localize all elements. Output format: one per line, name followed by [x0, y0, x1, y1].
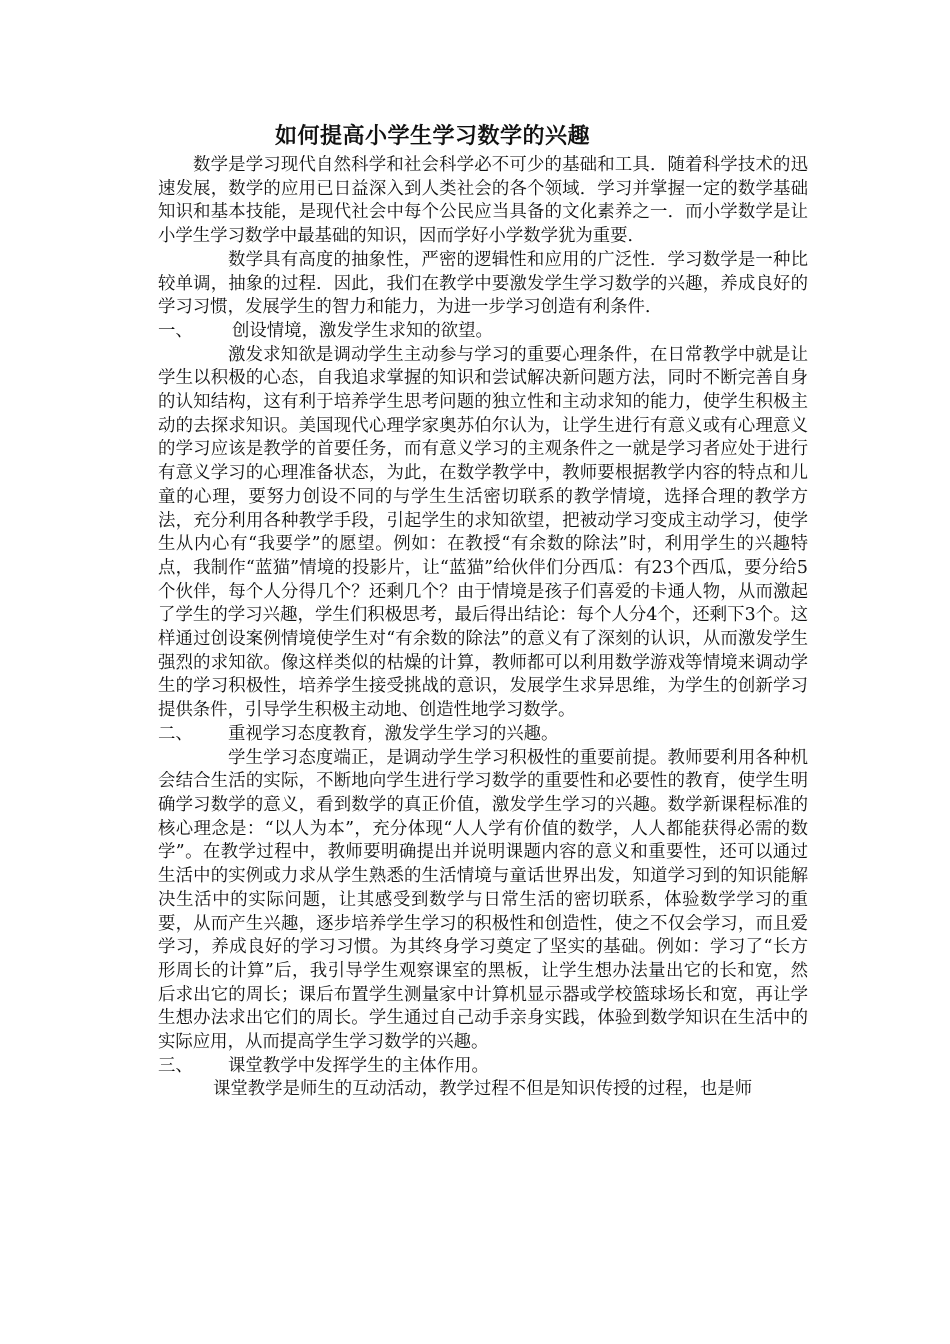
section-number: 一、: [158, 320, 193, 341]
section-1-body: 激发求知欲是调动学生主动参与学习的重要心理条件，在日常教学中就是让学生以积极的心态，自我追求掌握的知识和尝试解决新问题方法，同时不断完善自身的认知结构，这有利于培养学生思考问题的独立性和主动求知的能力，使学生积极主动的去探求知识。美国现代心理学家奥苏伯尔认为，让学生进行有意义或有心理意义的学习应该是教学的首要任务，而有意义学习的主观条件之一就是学习者应处于进行有意义学习的心理准备状态，为此，在数学教学中，教师要根据教学内容的特点和儿童的心理，要努力创设不同的与学生生活密切联系的教学情境，选择合理的教学方法，充分利用各种教学手段，引起学生的求知欲望，把被动学习变成主动学习，使学生从内心有“我要学”的愿望。例如：在教授“有余数的除法”时，利用学生的兴趣特点，我制作“蓝猫”情境的投影片，让“蓝猫”给伙伴们分西瓜：有23个西瓜，要分给5个伙伴，每个人分得几个？还剩几个？由于情境是孩子们喜爱的卡通人物，从而激起了学生的学习兴趣，学生们积极思考，最后得出结论：每个人分4个，还剩下3个。这样通过创设案例情境使学生对“有余数的除法”的意义有了深刻的认识，从而激发学生强烈的求知欲。像这样类似的枯燥的计算，教师都可以利用数学游戏等情境来调动学生的学习积极性，培养学生接受挑战的意识，发展学生求异思维，为学生的创新学习提供条件，引导学生积极主动地、创造性地学习数学。: [158, 344, 808, 721]
section-2-body: 学生学习态度端正，是调动学生学习积极性的重要前提。教师要利用各种机会结合生活的实际，不断地向学生进行学习数学的重要性和必要性的教育，使学生明确学习数学的意义，看到数学的真正价值，激发学生学习的兴趣。数学新课程标准的核心理念是：“以人为本”，充分体现“人人学有价值的数学，人人都能获得必需的数学”。在教学过程中，教师要明确提出并说明课题内容的意义和重要性，还可以通过生活中的实例或力求从学生熟悉的生活情境与童话世界出发，知道学习到的知识能解决生活中的实际问题，让其感受到数学与日常生活的密切联系，体验数学学习的重要，从而产生兴趣，逐步培养学生学习的积极性和创造性，使之不仅会学习，而且爱学习，养成良好的学习习惯。为其终身学习奠定了坚实的基础。例如：学习了“长方形周长的计算”后，我引导学生观察课室的黑板，让学生想办法量出它的长和宽，然后求出它的周长；课后布置学生测量家中计算机显示器或学校篮球场长和宽，再让学生想办法求出它们的周长。学生通过自己动手亲身实践，体验到数学知识在生活中的实际应用，从而提高学生学习数学的兴趣。: [158, 747, 808, 1053]
section-heading-2: [158, 723, 808, 747]
section-heading-text: 重视学习态度教育，激发学生学习的兴趣。: [228, 723, 559, 744]
section-3-body: 课堂教学是师生的互动活动，教学过程不但是知识传授的过程，也是师: [213, 1079, 753, 1100]
document-page: [158, 120, 808, 1102]
section-heading-text: 课堂教学中发挥学生的主体作用。: [228, 1055, 489, 1076]
document-title: 如何提高小学生学习数学的兴趣: [275, 124, 591, 149]
intro-paragraph-2: 数学具有高度的抽象性，严密的逻辑性和应用的广泛性．学习数学是一种比较单调，抽象的过程．因此，我们在教学中要激发学生学习数学的兴趣，养成良好的学习习惯，发展学生的智力和能力，为进一步学习创造有利条件．: [158, 249, 808, 318]
section-heading-1: [158, 320, 808, 344]
section-number: 三、: [158, 1055, 193, 1076]
section-heading-3: [158, 1055, 808, 1079]
section-number: 二、: [158, 723, 193, 744]
section-heading-text: 创设情境，激发学生求知的欲望。: [232, 320, 493, 341]
intro-paragraph-1: 数学是学习现代自然科学和社会科学必不可少的基础和工具．随着科学技术的迅速发展，数学的应用已日益深入到人类社会的各个领域．学习并掌握一定的数学基础知识和基本技能，是现代社会中每个公民应当具备的文化素养之一．而小学数学是让小学生学习数学中最基础的知识，因而学好小学数学犹为重要．: [158, 155, 808, 247]
